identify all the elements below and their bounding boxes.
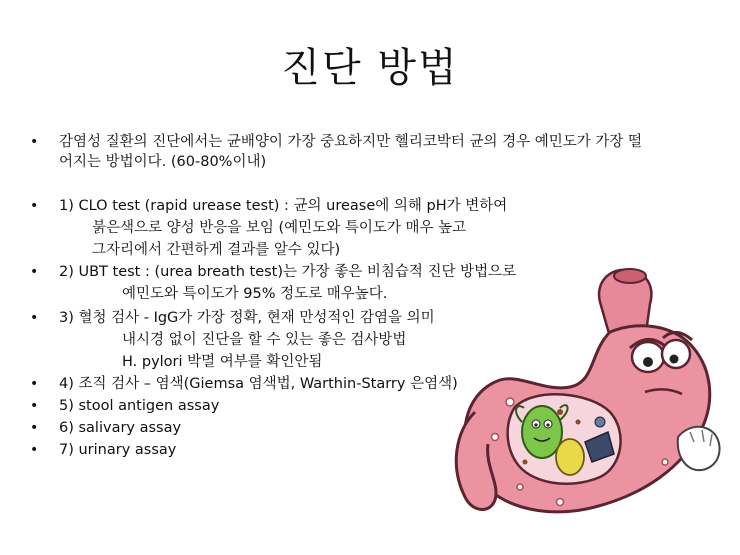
bullet-marker: • (30, 310, 39, 326)
bullet-2-line-2: 붉은색으로 양성 반응을 보임 (예민도와 특이도가 매우 높고 (92, 220, 467, 236)
bullet-marker: • (30, 376, 39, 392)
bullet-2-line-1: 1) CLO test (rapid urease test) : 균의 urease에 의해 pH가 변하여 (59, 198, 508, 214)
bullet-marker: • (30, 264, 39, 280)
bullet-6-line-1: 5) stool antigen assay (59, 398, 220, 414)
bullet-marker: • (30, 442, 39, 458)
bullet-marker: • (30, 420, 39, 436)
bullet-marker: • (30, 134, 39, 150)
bullet-4-line-2: 내시경 없이 진단을 할 수 있는 좋은 검사방법 (122, 332, 407, 348)
bullet-marker: • (30, 198, 39, 214)
bullet-marker: • (30, 398, 39, 414)
bullet-8-line-1: 7) urinary assay (59, 442, 177, 458)
cartoon-stomach-icon (450, 262, 725, 524)
bullet-4-line-3: H. pylori 박멸 여부를 확인안됨 (122, 354, 323, 370)
bullet-3-line-2: 예민도와 특이도가 95% 정도로 매우높다. (122, 286, 388, 302)
bullet-1-line-2: 어지는 방법이다. (60-80%이내) (59, 154, 267, 170)
bullet-5-line-1: 4) 조직 검사 – 염색(Giemsa 염색법, Warthin-Starry 은염색) (59, 376, 458, 392)
bullet-4-line-1: 3) 혈청 검사 - IgG가 가장 정확, 현재 만성적인 감염을 의미 (59, 310, 435, 326)
bullet-2-line-3: 그자리에서 간편하게 결과를 알수 있다) (92, 242, 341, 258)
slide-title: 진단 방법 (281, 45, 459, 91)
bullet-7-line-1: 6) salivary assay (59, 420, 182, 436)
bullet-1-line-1: 감염성 질환의 진단에서는 균배양이 가장 중요하지만 헬리코박터 균의 경우 예민도가 가장 떨 (59, 134, 642, 150)
bullet-3-line-1: 2) UBT test : (urea breath test)는 가장 좋은 비침습적 진단 방법으로 (59, 264, 517, 280)
